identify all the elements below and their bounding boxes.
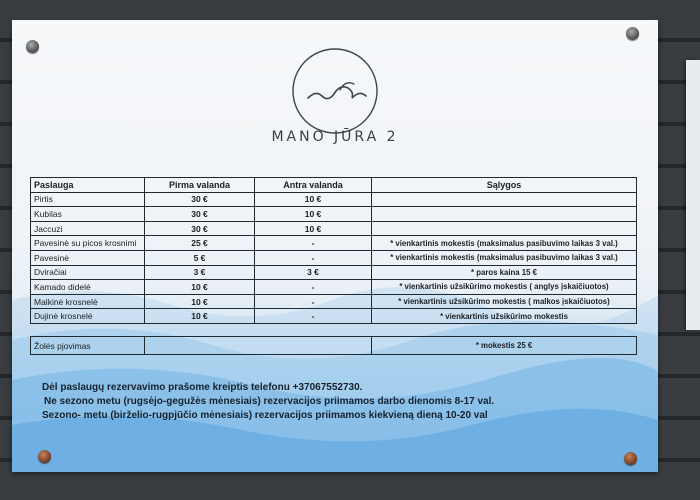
service-conditions: * vienkartinis mokestis (maksimalus pasibuvimo laikas 3 val.) xyxy=(372,250,637,265)
first-hour-price: 5 € xyxy=(145,250,255,265)
service-conditions xyxy=(372,207,637,222)
header-service: Paslauga xyxy=(31,178,145,193)
header-conditions: Sąlygos xyxy=(372,178,637,193)
service-conditions: * vienkartinis užsikūrimo mokestis xyxy=(372,309,637,324)
second-hour-price: 10 € xyxy=(255,221,372,236)
extra-service-table xyxy=(30,336,637,355)
bottom-left-screw-icon xyxy=(38,450,51,463)
wave-logo-icon xyxy=(290,46,380,136)
table-row xyxy=(31,207,637,222)
header-second-hour: Antra valanda xyxy=(255,178,372,193)
services-table xyxy=(30,177,637,324)
service-name: Malkinė krosnelė xyxy=(31,294,145,309)
service-name: Dviračiai xyxy=(31,265,145,280)
second-hour-price: - xyxy=(255,294,372,309)
table-row xyxy=(31,265,637,280)
first-hour-price: 30 € xyxy=(145,207,255,222)
first-hour-price: 30 € xyxy=(145,192,255,207)
second-hour-price: - xyxy=(255,309,372,324)
top-right-screw-icon xyxy=(626,27,639,40)
first-hour-price: 25 € xyxy=(145,236,255,251)
note-season: Sezono- metu (birželio-rugpjūčio mėnesiais) rezervacijos priimamos kiekvieną dieną 10-20 val xyxy=(42,410,488,421)
table-header-row xyxy=(31,178,637,193)
adjacent-paper-sheet xyxy=(686,60,700,330)
service-conditions xyxy=(372,221,637,236)
first-hour-price: 3 € xyxy=(145,265,255,280)
service-name: Pavesinė su picos krosnimi xyxy=(31,236,145,251)
second-hour-price: 10 € xyxy=(255,207,372,222)
service-name: Žolės pjovimas xyxy=(31,337,145,355)
table-row xyxy=(31,294,637,309)
second-hour-price: - xyxy=(255,236,372,251)
service-conditions xyxy=(372,192,637,207)
note-off-season: Ne sezono metu (rugsėjo-gegužės mėnesiais) rezervacijos priimamos darbo dienomis 8-17 val. xyxy=(44,396,495,407)
service-conditions: * vienkartinis užsikūrimo mokestis ( anglys įskaičiuotos) xyxy=(372,280,637,295)
second-hour-price: - xyxy=(255,250,372,265)
service-name: Kamado didelė xyxy=(31,280,145,295)
service-name: Pavesinė xyxy=(31,250,145,265)
table-row xyxy=(31,250,637,265)
extra-price xyxy=(145,337,372,355)
first-hour-price: 10 € xyxy=(145,309,255,324)
note-phone: Dėl paslaugų rezervavimo prašome kreiptis telefonu +37067552730. xyxy=(42,382,363,393)
service-name: Jaccuzi xyxy=(31,221,145,236)
service-conditions: * mokestis 25 € xyxy=(372,337,637,355)
table-row xyxy=(31,337,637,355)
brand-name: MANO JŪRA 2 xyxy=(271,129,399,145)
service-name: Dujinė krosnelė xyxy=(31,309,145,324)
table-row xyxy=(31,309,637,324)
service-name: Kubilas xyxy=(31,207,145,222)
first-hour-price: 30 € xyxy=(145,221,255,236)
reservation-notes xyxy=(42,381,642,423)
service-conditions: * vienkartinis mokestis (maksimalus pasibuvimo laikas 3 val.) xyxy=(372,236,637,251)
top-left-screw-icon xyxy=(26,40,39,53)
price-sign xyxy=(12,20,658,472)
service-conditions: * paros kaina 15 € xyxy=(372,265,637,280)
table-row xyxy=(31,192,637,207)
service-conditions: * vienkartinis užsikūrimo mokestis ( malkos įskaičiuotos) xyxy=(372,294,637,309)
header-first-hour: Pirma valanda xyxy=(145,178,255,193)
second-hour-price: - xyxy=(255,280,372,295)
service-name: Pirtis xyxy=(31,192,145,207)
table-row xyxy=(31,280,637,295)
first-hour-price: 10 € xyxy=(145,294,255,309)
second-hour-price: 10 € xyxy=(255,192,372,207)
first-hour-price: 10 € xyxy=(145,280,255,295)
second-hour-price: 3 € xyxy=(255,265,372,280)
table-row xyxy=(31,236,637,251)
bottom-right-screw-icon xyxy=(624,452,637,465)
table-row xyxy=(31,221,637,236)
